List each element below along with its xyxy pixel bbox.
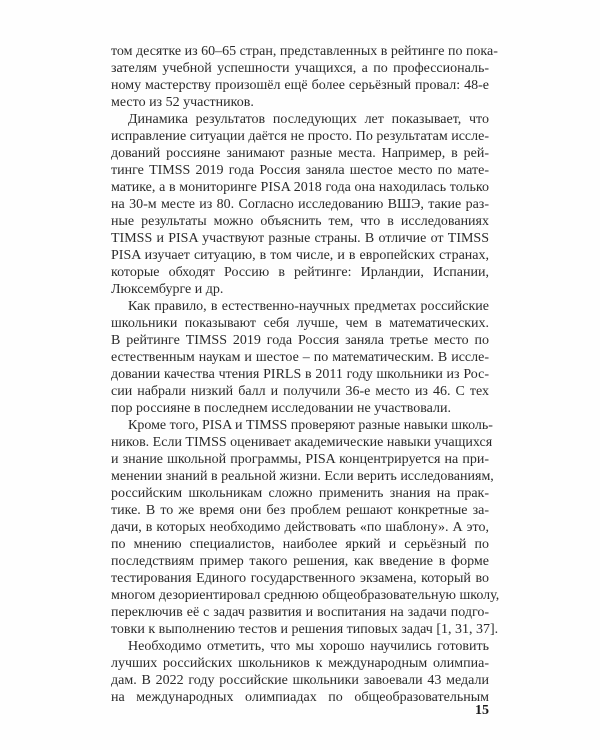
text-line: ников. Если TIMSS оценивает академические навыки учащихся — [111, 435, 493, 450]
text-line: которые обходят Россию в рейтинге: Ирландии, Испании, — [111, 265, 489, 280]
text-line: Как правило, в естественно-научных предметах российские — [128, 299, 489, 314]
text-line: том десятке из 60–65 стран, представленных в рейтинге по пока- — [111, 44, 498, 59]
text-line: товки к выполнению тестов и решения типовых задач [1, 31, 37]. — [111, 622, 499, 637]
text-line: пор россияне в последнем исследовании не участвовали. — [111, 401, 451, 416]
page-number: 15 — [475, 703, 489, 718]
text-line: Динамика результатов последующих лет показывает, что — [128, 112, 489, 127]
text-line: Необходимо отметить, что мы хорошо научились готовить — [128, 639, 489, 654]
text-line: естественным наукам и шестое – по математическим. В иссле- — [111, 350, 489, 365]
text-line: ные результаты можно объяснить тем, что в исследованиях — [111, 214, 489, 229]
text-line: лучших российских школьников к международным олимпиа- — [111, 656, 489, 671]
text-line: по мнению специалистов, наиболее яркий и серьёзный по — [111, 537, 489, 552]
text-line: и знание школьной программы, PISA концентрируется на при- — [111, 452, 489, 467]
text-line: Люксембурге и др. — [111, 282, 224, 297]
body-text — [111, 43, 500, 706]
text-line: тике. В то же время они без проблем решают конкретные за- — [111, 503, 489, 518]
text-line: ному мастерству произошёл ещё более серьёзный провал: 48-е — [111, 78, 489, 93]
paragraph — [111, 638, 489, 706]
paragraph — [111, 417, 500, 638]
text-line: тинге TIMSS 2019 года Россия заняла шестое место по мате- — [111, 163, 489, 178]
paragraph — [111, 298, 489, 417]
text-line: школьники показывают себя лучше, чем в математических. — [111, 316, 489, 331]
text-line: на 30-м месте из 80. Согласно исследованию ВШЭ, такие раз- — [111, 197, 489, 212]
paragraph — [111, 111, 489, 298]
text-line: довании качества чтения PIRLS в 2011 году школьники из Рос- — [111, 367, 489, 382]
text-line: российским школьникам сложно применить знания на прак- — [111, 486, 489, 501]
text-line: матике, а в мониторинге PISA 2018 года она находилась только — [111, 180, 489, 195]
paragraph — [111, 43, 498, 111]
text-line: исправление ситуации даётся не просто. По результатам иссле- — [111, 129, 489, 144]
text-line: В рейтинге TIMSS 2019 года Россия заняла третье место по — [111, 333, 489, 348]
text-line: Кроме того, PISA и TIMSS проверяют разные навыки школь- — [128, 418, 493, 433]
text-line: многом дезориентировал среднюю общеобразовательную школу, — [111, 588, 500, 603]
text-line: дачи, в которых необходимо действовать «по шаблону». А это, — [111, 520, 489, 535]
text-line: сии набрали низкий балл и получили 36-е место из 46. С тех — [111, 384, 489, 399]
text-line: PISA изучает ситуацию, в том числе, и в европейских странах, — [111, 248, 489, 263]
text-line: переключив её с задач развития и воспитания на задачи подго- — [111, 605, 489, 620]
text-line: TIMSS и PISA участвуют разные страны. В отличие от TIMSS — [111, 231, 489, 246]
text-line: последствиям пример такого решения, как введение в форме — [111, 554, 489, 569]
text-line: место из 52 участников. — [111, 95, 254, 110]
text-line: тестирования Единого государственного экзамена, который во — [111, 571, 489, 586]
text-line: дам. В 2022 году российские школьники завоевали 43 медали — [111, 673, 489, 688]
text-line: зателям учебной успешности учащихся, а по профессиональ- — [111, 61, 489, 76]
text-line: менении знаний в реальной жизни. Если верить исследованиям, — [111, 469, 494, 484]
text-line: на международных олимпиадах по общеобразовательным — [111, 690, 489, 705]
text-line: дований россияне занимают разные места. Например, в рей- — [111, 146, 489, 161]
